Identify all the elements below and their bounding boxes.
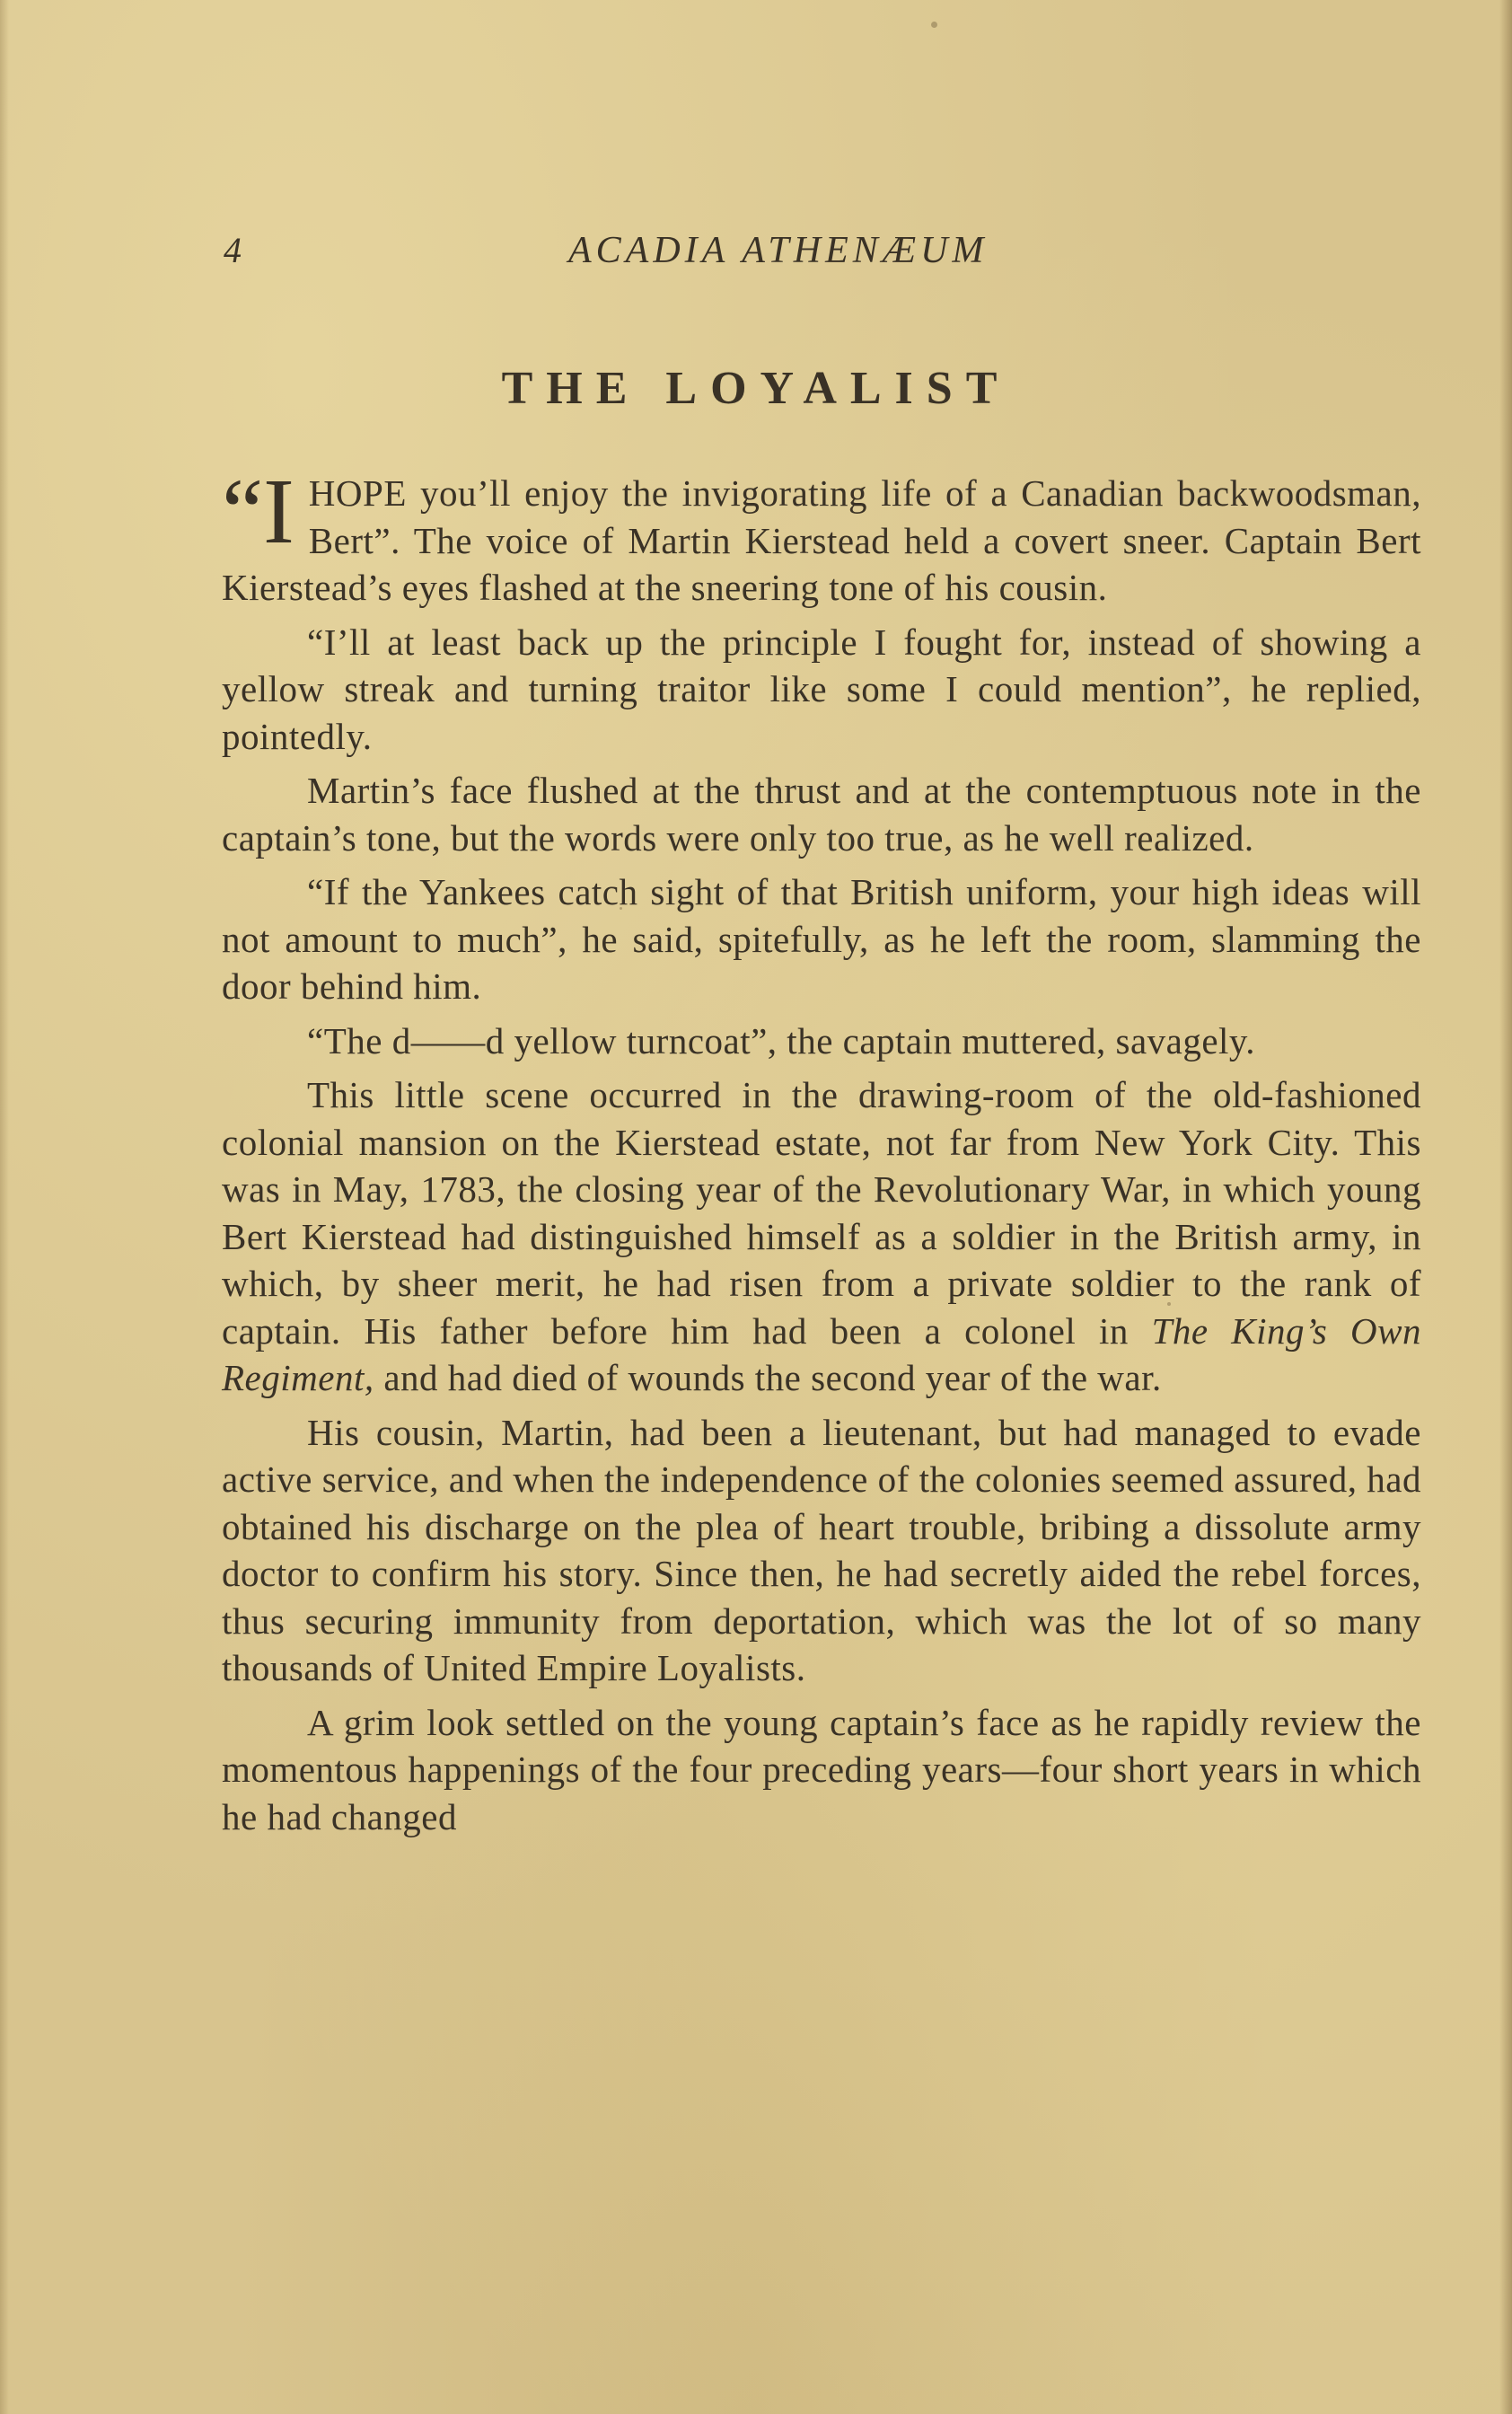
paragraph-3: Martin’s face flushed at the thrust and at the contemptuous note in the captain’s tone, but the words were only too true, as he well realized. [222, 770, 1421, 859]
drop-cap: “I [222, 460, 294, 563]
running-head: ACADIA ATHENÆUM [568, 230, 989, 271]
article-body [222, 460, 1421, 1847]
paragraph-6-text-a: This little scene occurred in the drawing-room of the old-fashioned colonial mansion on the Kierstead estate, not far from New York City. This was in May, 1783, the closing year of the Revolutionary War, in which young Bert Kierstead had distinguished himself as a soldier in the British army, in which, by sheer merit, he had risen from a private soldier to the rank of captain. His father before him had been a colonel in [222, 1074, 1421, 1352]
paragraph-6 [222, 1071, 1421, 1402]
paragraph-1-text: HOPE you’ll enjoy the invigorating life of a Canadian backwoodsman, Bert”. The voice of Martin Kierstead held a covert sneer. Captain Bert Kierstead’s eyes flashed at the sneering tone of his cousin. [222, 472, 1421, 608]
paragraph-1 [222, 460, 1421, 612]
paragraph-4: “If the Yankees catch sight of that British uniform, your high ideas will not amount to much”, he said, spitefully, as he left the room, slamming the door behind him. [222, 871, 1421, 1007]
paper-speck [931, 22, 937, 28]
page-header [224, 226, 1418, 275]
paragraph-5: “The d——d yellow turncoat”, the captain muttered, savagely. [307, 1019, 1256, 1062]
regiment-name: The King’s Own Regiment, [222, 1309, 1421, 1398]
paragraph-8: A grim look settled on the young captain’s face as he rapidly review the momentous happenings of the four preceding years—four short years in which he had changed [222, 1701, 1421, 1837]
paragraph-7: His cousin, Martin, had been a lieutenant, but had managed to evade active service, and when the independence of the colonies seemed assured, had obtained his discharge on the plea of heart trouble, bribing a dissolute army doctor to confirm his story. Since then, he had secretly aided the rebel forces, thus securing immunity from deportation, which was the lot of so many thousands of United Empire Loyalists. [222, 1411, 1421, 1688]
paragraph-2: “I’ll at least back up the principle I fought for, instead of showing a yellow streak and turning traitor like some I could mention”, he replied, pointedly. [222, 621, 1421, 757]
paragraph-6-text-b: and had died of wounds the second year of the war. [374, 1357, 1162, 1398]
page-number: 4 [224, 230, 242, 270]
article-title: THE LOYALIST [501, 363, 1011, 414]
